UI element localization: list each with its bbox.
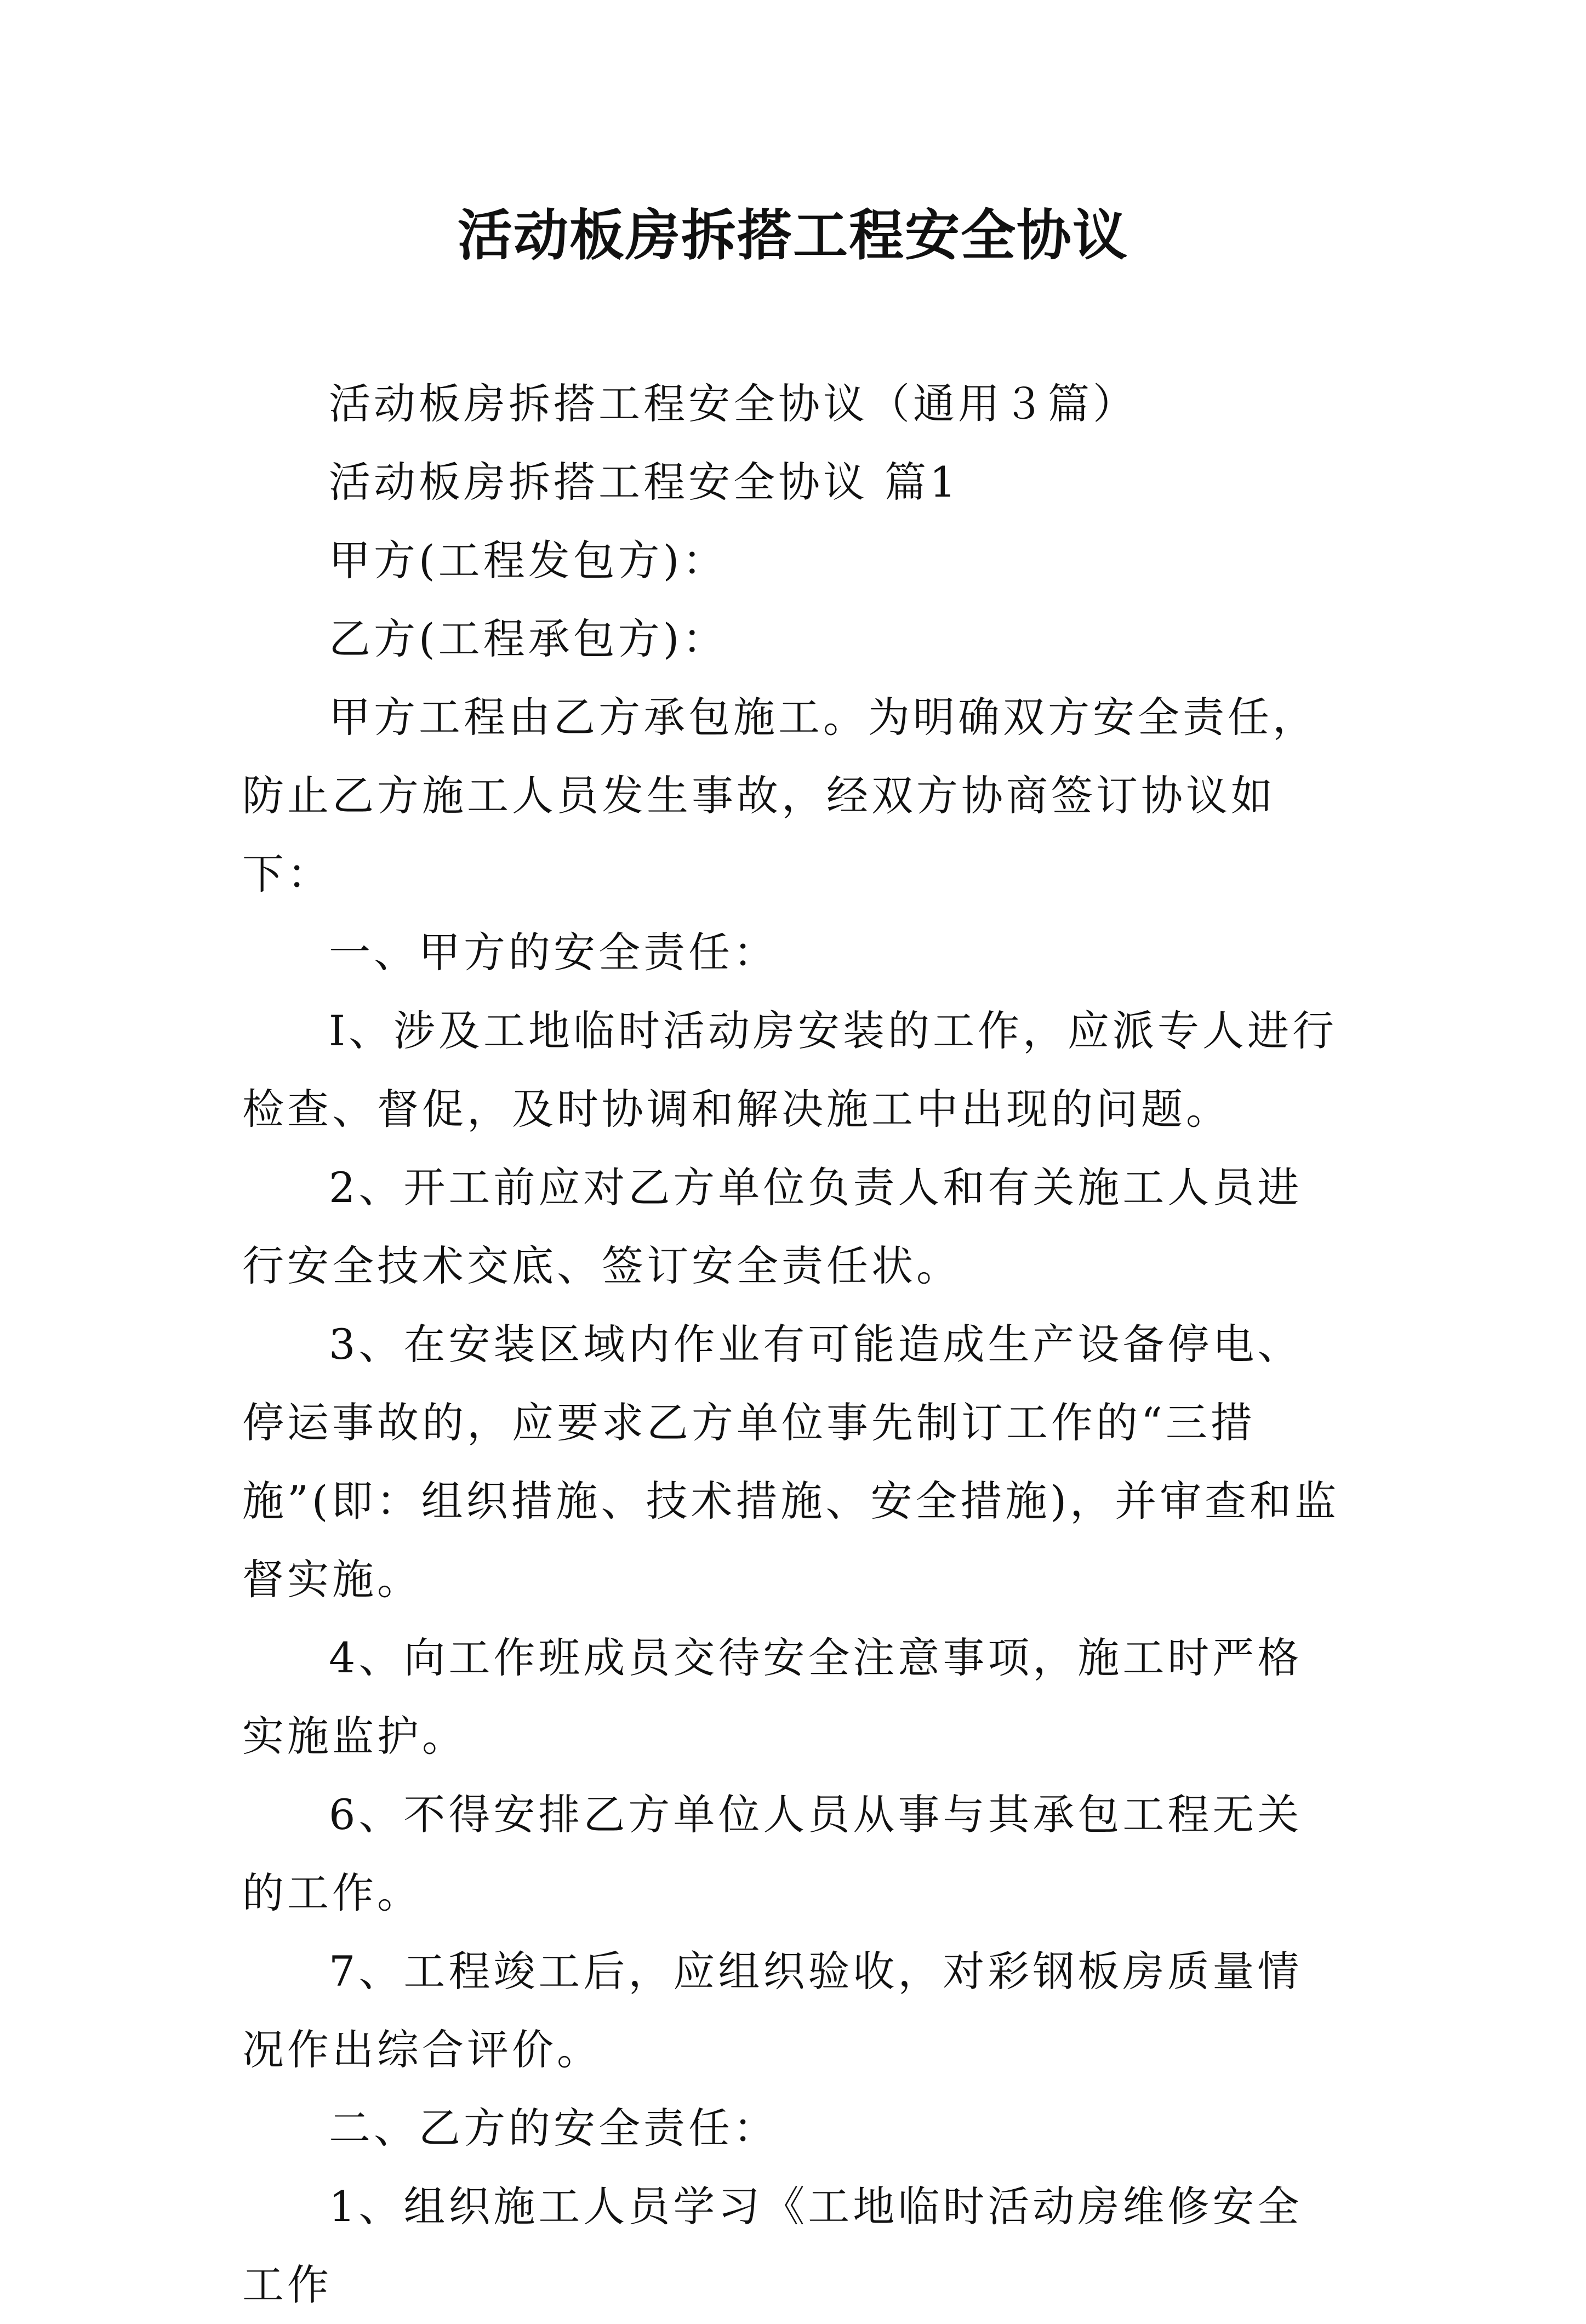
clause-paragraph: 4、向工作班成员交待安全注意事项，施工时严格实施监护。 — [242, 1633, 1303, 1761]
subtitle-paragraph: 活动板房拆搭工程安全协议（通用３篇） — [329, 379, 1138, 428]
section-heading-1: 活动板房拆搭工程安全协议 篇1 — [329, 458, 960, 506]
party-a-line: 甲方(工程发包方)： — [329, 536, 728, 585]
clause-paragraph: 2、开工前应对乙方单位负责人和有关施工人员进行安全技术交底、签订安全责任状。 — [242, 1163, 1303, 1290]
clause-paragraph: 6、不得安排乙方单位人员从事与其承包工程无关的工作。 — [242, 1790, 1303, 1917]
party-a-responsibility-heading: 一、甲方的安全责任： — [329, 928, 778, 977]
party-b-responsibility-heading: 二、乙方的安全责任： — [329, 2104, 778, 2152]
clause-paragraph: 1、组织施工人员学习《工地临时活动房维修安全工作 — [242, 2182, 1303, 2309]
clause-paragraph: 7、工程竣工后，应组织验收，对彩钢板房质量情况作出综合评价。 — [242, 1947, 1303, 2074]
clause-paragraph: I、涉及工地临时活动房安装的工作，应派专人进行检查、督促，及时协调和解决施工中出现的问题。 — [242, 1006, 1338, 1133]
party-b-line: 乙方(工程承包方)： — [329, 614, 728, 663]
clause-paragraph: 3、在安装区域内作业有可能造成生产设备停电、停运事故的，应要求乙方单位事先制订工作的“三措施”(即：组织措施、技术措施、安全措施)，并审查和监督实施。 — [242, 1320, 1340, 1604]
document-body — [242, 364, 1344, 2324]
preamble-paragraph: 甲方工程由乙方承包施工。为明确双方安全责任，防止乙方施工人员发生事故，经双方协商签订协议如下： — [242, 693, 1317, 898]
document-title: 活动板房拆搭工程安全协议 — [458, 203, 1128, 267]
